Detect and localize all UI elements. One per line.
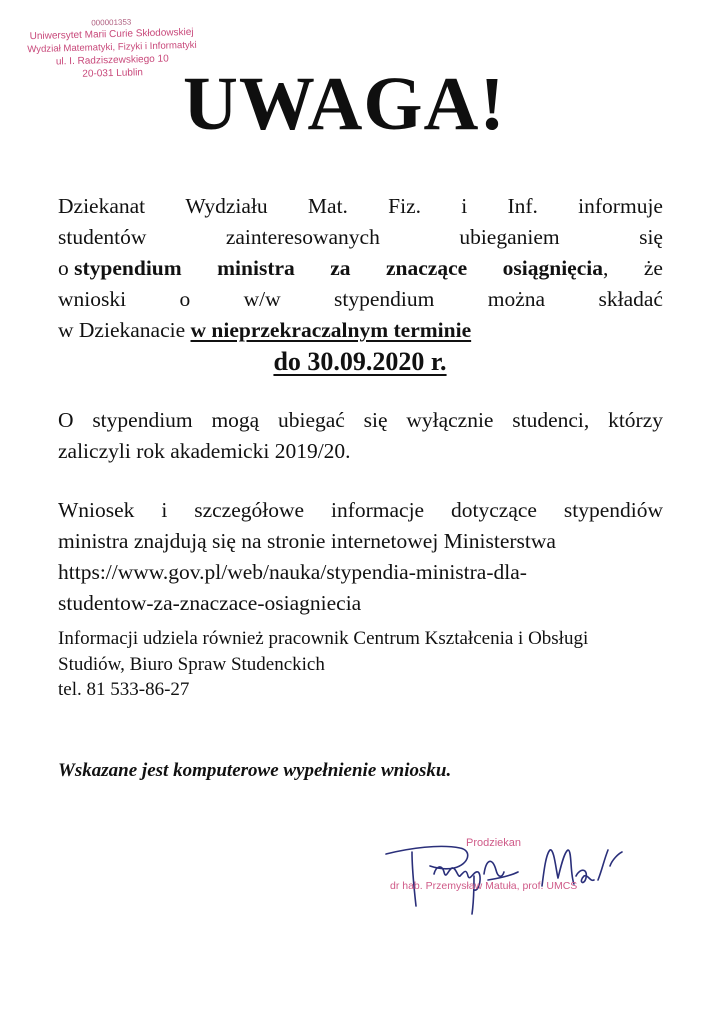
recommendation-note: Wskazane jest komputerowe wypełnienie wniosku. xyxy=(58,760,452,781)
word: i xyxy=(461,194,468,218)
eligibility-paragraph xyxy=(58,405,663,467)
word: informacje xyxy=(330,498,425,522)
word: wyłącznie xyxy=(406,408,494,432)
word: o xyxy=(179,287,191,311)
stamp-university: Uniwersytet Marii Curie Skłodowskiej xyxy=(29,26,194,43)
stamp-number: 000001353 xyxy=(91,17,132,28)
info-paragraph xyxy=(58,495,663,619)
word: można xyxy=(487,287,546,311)
word: i xyxy=(161,498,168,522)
word: Wydziału xyxy=(185,194,268,218)
deadline-emphasis: w nieprzekraczalnym terminie xyxy=(190,318,472,342)
word: O xyxy=(58,408,74,432)
text-line xyxy=(58,495,663,526)
contact-paragraph xyxy=(58,626,663,703)
text-line: ministra znajdują się na stronie internetowej Ministerstwa xyxy=(58,529,556,553)
ministry-url-line: https://www.gov.pl/web/nauka/stypendia-ministra-dla- xyxy=(58,560,527,584)
text-line: Informacji udziela również pracownik Centrum Kształcenia i Obsługi xyxy=(58,628,589,649)
text-line xyxy=(58,253,663,284)
deadline-date xyxy=(0,346,720,378)
word: o xyxy=(58,256,75,280)
bold-word: znaczące xyxy=(386,256,468,280)
signature-name: dr hab. Przemysław Matuła, prof. UMCS xyxy=(390,880,578,892)
word: Mat. xyxy=(307,194,348,218)
signature-block xyxy=(370,830,670,910)
text-line: Studiów, Biuro Spraw Studenckich xyxy=(58,653,325,675)
word: którzy xyxy=(608,408,663,432)
word: szczegółowe xyxy=(194,498,305,522)
word: wnioski xyxy=(58,287,127,311)
word: w Dziekanacie xyxy=(58,318,191,342)
deadline-text: do 30.09.2020 r. xyxy=(273,347,447,376)
signature-title: Prodziekan xyxy=(466,837,522,849)
bold-word: ministra xyxy=(217,256,295,280)
text-line xyxy=(58,315,663,346)
scholarship-phrase-start xyxy=(58,253,182,284)
bold-word: stypendium xyxy=(74,256,182,280)
text-line xyxy=(58,191,663,222)
word: stypendiów xyxy=(563,498,663,522)
word: Dziekanat xyxy=(58,194,146,218)
word: ubiegać xyxy=(278,408,345,432)
text-line xyxy=(58,222,663,253)
word: ubieganiem xyxy=(459,225,560,249)
ministry-url-line: studentow-za-znaczace-osiagniecia xyxy=(58,591,362,615)
stamp-city: 20-031 Lublin xyxy=(82,67,144,80)
handwritten-signature-icon xyxy=(370,830,670,920)
word: składać xyxy=(598,287,663,311)
word: się xyxy=(363,408,388,432)
stamp-street: ul. I. Radziszewskiego 10 xyxy=(55,53,169,68)
stamp-faculty: Wydział Matematyki, Fizyki i Informatyki xyxy=(27,39,197,56)
word: Wniosek xyxy=(58,498,135,522)
word: stypendium xyxy=(92,408,193,432)
word: informuje xyxy=(578,194,663,218)
bold-word: osiągnięcia xyxy=(502,256,603,280)
word: studenci, xyxy=(512,408,590,432)
word: zainteresowanych xyxy=(225,225,380,249)
scholarship-phrase-end xyxy=(503,253,609,284)
punctuation: , xyxy=(603,256,609,280)
word: studentów xyxy=(58,225,147,249)
announcement-paragraph xyxy=(58,191,663,346)
word: w/w xyxy=(243,287,281,311)
word: się xyxy=(639,225,663,249)
text-line xyxy=(58,405,663,436)
word: Inf. xyxy=(507,194,538,218)
word: dotyczące xyxy=(451,498,537,522)
word: stypendium xyxy=(334,287,435,311)
word: Fiz. xyxy=(388,194,422,218)
bold-word: za xyxy=(330,256,351,280)
word: że xyxy=(643,256,663,280)
word: mogą xyxy=(211,408,260,432)
phone-number: tel. 81 533-86-27 xyxy=(58,679,190,700)
text-line xyxy=(58,284,663,315)
text-line: zaliczyli rok akademicki 2019/20. xyxy=(58,439,351,463)
page-title: UWAGA! xyxy=(183,62,506,146)
